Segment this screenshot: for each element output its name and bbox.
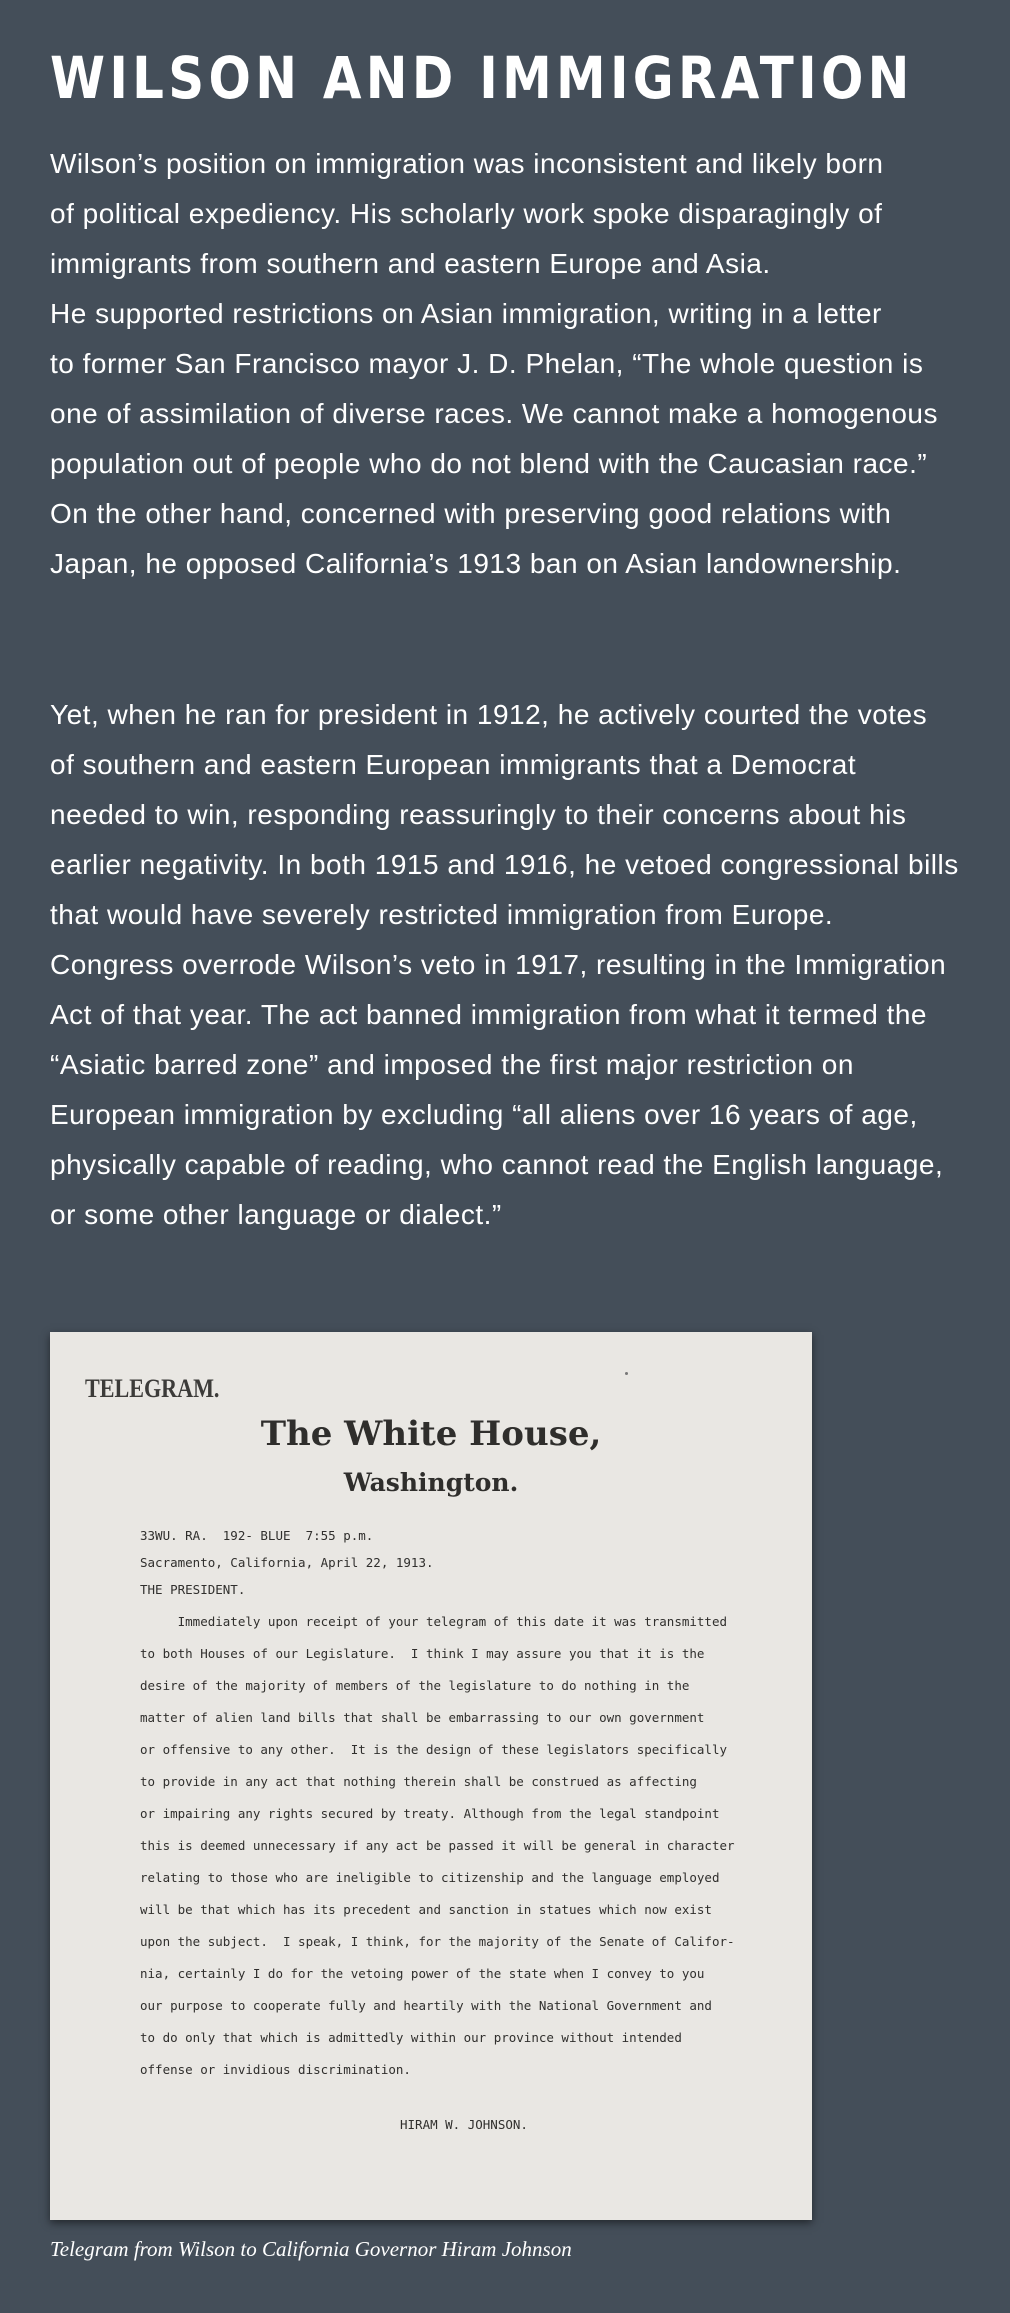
- paragraph-line: physically capable of reading, who cannot read the English language,: [50, 1149, 944, 1180]
- letterhead-name: The White House,: [260, 1414, 602, 1454]
- paragraph-line: Yet, when he ran for president in 1912, he actively courted the votes: [50, 699, 928, 730]
- telegram-line: to do only that which is admittedly within our province without intended: [140, 2030, 682, 2045]
- telegram-line: to provide in any act that nothing therein shall be construed as affecting: [140, 1774, 697, 1789]
- paragraph-line: immigrants from southern and eastern Europe and Asia.: [50, 248, 771, 279]
- telegram-line: this is deemed unnecessary if any act be passed it will be general in character: [140, 1838, 735, 1853]
- paragraph-line: of southern and eastern European immigrants that a Democrat: [50, 749, 857, 780]
- paragraph-line: Congress overrode Wilson’s veto in 1917, resulting in the Immigration: [50, 949, 947, 980]
- page-title: WILSON AND IMMIGRATION: [50, 44, 914, 112]
- image-caption: Telegram from Wilson to California Governor Hiram Johnson: [50, 2237, 572, 2261]
- paragraph-line: to former San Francisco mayor J. D. Phelan, “The whole question is: [50, 348, 924, 379]
- telegram-line: matter of alien land bills that shall be embarrassing to our own government: [140, 1710, 705, 1725]
- paragraph-line: On the other hand, concerned with preserving good relations with: [50, 498, 892, 529]
- letterhead-city: Washington.: [343, 1468, 519, 1497]
- telegram-line: desire of the majority of members of the legislature to do nothing in the: [140, 1678, 690, 1693]
- paragraph-line: population out of people who do not blend with the Caucasian race.”: [50, 448, 928, 479]
- paragraph-line: European immigration by excluding “all aliens over 16 years of age,: [50, 1099, 918, 1130]
- paper-speck: [625, 1372, 628, 1375]
- paragraph-line: earlier negativity. In both 1915 and 1916, he vetoed congressional bills: [50, 849, 959, 880]
- telegram-line: to both Houses of our Legislature. I think I may assure you that it is the: [140, 1646, 705, 1661]
- paragraph-line: Wilson’s position on immigration was inconsistent and likely born: [50, 148, 884, 179]
- paragraph-line: He supported restrictions on Asian immigration, writing in a letter: [50, 298, 882, 329]
- telegram-signature: HIRAM W. JOHNSON.: [400, 2117, 528, 2132]
- telegram-line: our purpose to cooperate fully and heartily with the National Government and: [140, 1998, 712, 2013]
- telegram-line: Sacramento, California, April 22, 1913.: [140, 1555, 434, 1570]
- telegram-image: [50, 1332, 812, 2220]
- paragraph-line: one of assimilation of diverse races. We cannot make a homogenous: [50, 398, 939, 429]
- paragraph-line: Japan, he opposed California’s 1913 ban on Asian landownership.: [50, 548, 902, 579]
- telegram-line: offense or invidious discrimination.: [140, 2062, 411, 2077]
- paragraph-line: needed to win, responding reassuringly to their concerns about his: [50, 799, 907, 830]
- telegram-line: 33WU. RA. 192- BLUE 7:55 p.m.: [140, 1528, 374, 1543]
- paragraph-line: Act of that year. The act banned immigration from what it termed the: [50, 999, 928, 1030]
- paragraph-line: of political expediency. His scholarly work spoke disparagingly of: [50, 198, 883, 229]
- telegram-line: or offensive to any other. It is the design of these legislators specifically: [140, 1742, 727, 1757]
- second-paragraph: [50, 690, 990, 1240]
- telegram-line: Immediately upon receipt of your telegram of this date it was transmitted: [140, 1614, 727, 1629]
- intro-paragraph: [50, 139, 990, 589]
- telegram-line: upon the subject. I speak, I think, for the majority of the Senate of Califor-: [140, 1934, 735, 1949]
- telegram-line: relating to those who are ineligible to citizenship and the language employed: [140, 1870, 720, 1885]
- paragraph-line: that would have severely restricted immigration from Europe.: [50, 899, 834, 930]
- paragraph-line: “Asiatic barred zone” and imposed the first major restriction on: [50, 1049, 854, 1080]
- telegram-line: or impairing any rights secured by treaty. Although from the legal standpoint: [140, 1806, 720, 1821]
- telegram-line: nia, certainly I do for the vetoing power of the state when I convey to you: [140, 1966, 705, 1981]
- telegram-line: will be that which has its precedent and sanction in statues which now exist: [140, 1902, 712, 1917]
- telegram-heading: TELEGRAM.: [85, 1374, 220, 1403]
- paragraph-line: or some other language or dialect.”: [50, 1199, 502, 1230]
- telegram-line: THE PRESIDENT.: [140, 1582, 246, 1597]
